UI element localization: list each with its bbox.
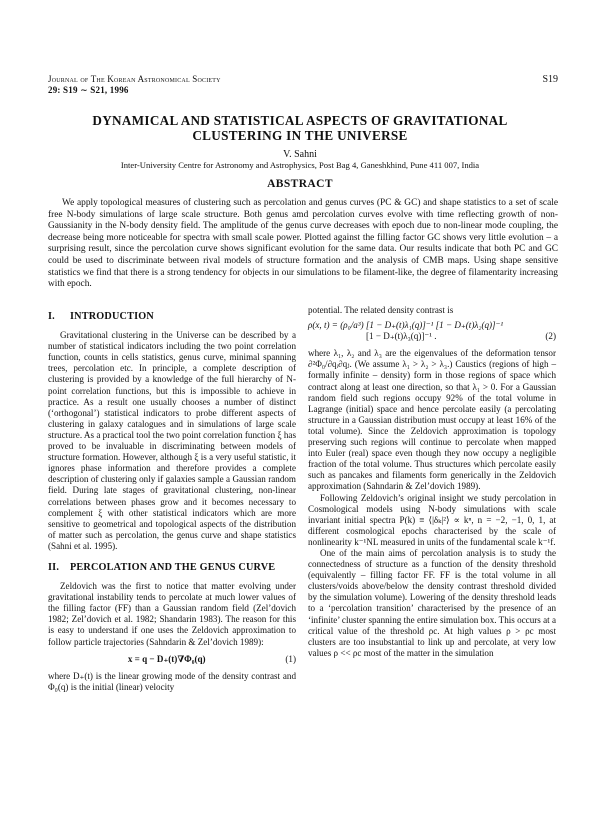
equation-1-number: (1) [285,653,296,664]
left-column [48,305,296,693]
section-1-number: I. [48,311,55,322]
right-column [308,305,556,659]
section-2-title: PERCOLATION AND THE GENUS CURVE [70,561,276,573]
section-2-paragraph-1: Zeldovich was the first to notice that matter evolving under gravitational instability tends to percolate at much lower values of the filling factor (FF) than a Gaussian random field (Zel’dovich 1982; Zel’dovich et al. 1982; Shandarin 1983). The reason for this is easy to understand if one uses the Zeldovich approximation to follow particle trajectories (Sahndarin & Zel’dovich 1989): [48,581,296,647]
affiliation: Inter-University Centre for Astronomy and Astrophysics, Post Bag 4, Ganeshkhind, Pune 411 007, India [120,160,480,170]
nbody-paragraph: Following Zeldovich’s original insight we study percolation in Cosmological models using N-body simulations with scale invariant initial spectra P(k) ≡ ⟨|δₖ|²⟩ ∝ kⁿ, n = −2, −1, 0, 1, at different cosmological epochs characterised by the scale of nonlinearity k⁻¹NL measured in units of the fundamental scale k⁻¹f. [308,492,556,547]
intro-paragraph: Gravitational clustering in the Universe can be described by a number of statistical indicators including the two point correlation function, counts in cells statistics, genus curve, minimal spanning trees, percolation etc. In principle, a complete description of clustering is provided by a knowledge of the full hierarchy of N-point correlation functions, but this is impossible to achieve in practice. As a result one usually chooses a number of distinct (‘orthogonal’) statistical indicators to probe different aspects of clustering in galaxy catalogues and in simulations of large scale structure. As a practical tool the two point correlation function ξ has proved to be invaluable in discriminating between models of structure formation. However, although ξ is a very useful statistic, it ignores phase information and therefore provides a complete description of clustering only if galaxies sample a Gaussian random field. During late stages of gravitational clustering, non-linear correlations between phases grow and it becomes necessary to complement ξ with other statistical indicators which are more sensitive to geometrical and topological aspects of the distribution of matter such as percolation, the genus curve and shape statistics (Sahni et al. 1995). [48,330,296,551]
equation-1 [48,654,296,665]
title-line-1: DYNAMICAL AND STATISTICAL ASPECTS OF GRAVITATIONAL [92,113,508,128]
equation-2 [308,320,556,342]
section-1-title: INTRODUCTION [70,311,154,322]
running-header [48,74,221,96]
page-number: S19 [542,74,558,85]
section-2-heading [48,562,296,573]
density-contrast-intro: potential. The related density contrast is [308,305,454,315]
percolation-paragraph: One of the main aims of percolation analysis is to study the connectedness of structure as a function of the density threshold (equivalently – filling factor FF. FF is the total volume in all clusters/voids above/below the density contrast threshold divided by the simulation volume). Lowering of the density threshold leads to a ‘percolation transition’ characterised by the presence of an ‘infinite’ cluster spanning the entire simulation box. This occurs at a critical value of the threshold ρc. At high values ρ > ρc most clusters are too insubstantial to link up and percolate, at very low values ρ << ρc most of the matter in the simulation [308,547,556,658]
author: V. Sahni [283,149,317,160]
section-2-number: II. [48,561,60,573]
volume-line: 29: S19 ∼ S21, 1996 [48,85,129,95]
section-1-heading [48,311,296,322]
eigenvalue-paragraph: where λ₁, λ₂ and λ₃ are the eigenvalues of the deformation tensor ∂²Φ₀/∂qᵢ∂qⱼ. (We assume λ₁ > λ₂ > λ₃.) Caustics (regions of high – formally infinite – density) form in those regions of space which contract along at least one direction, so that λ₁ > 0. For a Gaussian random field such regions occupy 92% of the total volume in Lagrange (initial) space and hence percolate easily (a percolating structure in a Gaussian distribution must occupy at least 16% of the total volume). Since the Zeldovich approximation is topology preserving such regions will continue to percolate when mapped into Euler (real) space even though they now occupy a negligible fraction of the total volume. Thus structures which percolate easily such as pancakes and filaments form generically in the Zeldovich approximation (Sahndarin & Zel’dovich 1989). [308,348,556,492]
journal-name: Journal of The Korean Astronomical Society [48,74,221,84]
equation-2-number: (2) [545,331,556,342]
title-line-2: CLUSTERING IN THE UNIVERSE [192,128,408,143]
equation-1-body: x = q − D₊(t)∇Φ₀(q) [127,653,206,664]
abstract-heading: ABSTRACT [267,178,333,190]
equation-2-line-1: ρ(x, t) = (ρ₀/a³) [1 − D₊(t)λ₁(q)]⁻¹ [1 − D₊(t)λ₂(q)]⁻¹ [308,320,504,331]
paper-title [40,113,560,143]
equation-2-line-2: [1 − D₊(t)λ₃(q)]⁻¹ . [366,331,437,342]
section-2-paragraph-2: where D₊(t) is the linear growing mode of the density contrast and Φ₀(q) is the initial (linear) velocity [48,670,296,692]
abstract-text: We apply topological measures of clustering such as percolation and genus curves (PC & GC) and shape statistics to a set of scale free N-body simulations of large scale structure. Both genus amd percolation curves evolve with time reflecting growth of non-Gaussianity in the N-body density field. The amplitude of the genus curve decreases with epoch due to non-linear mode coupling, the decrease being more noticeable for spectra with small scale power. Plotted against the filling factor GC shows very little evolution – a surprising result, since the percolation curve shows significant evolution for the same data. Our results indicate that both PC and GC could be used to discriminate between rival models of structure formation and the analysis of CMB maps. Using shape sensitive statistics we find that there is a strong tendency for objects in our simulations to be filament-like, the degree of filamentarity increasing with epoch. [48,198,558,290]
